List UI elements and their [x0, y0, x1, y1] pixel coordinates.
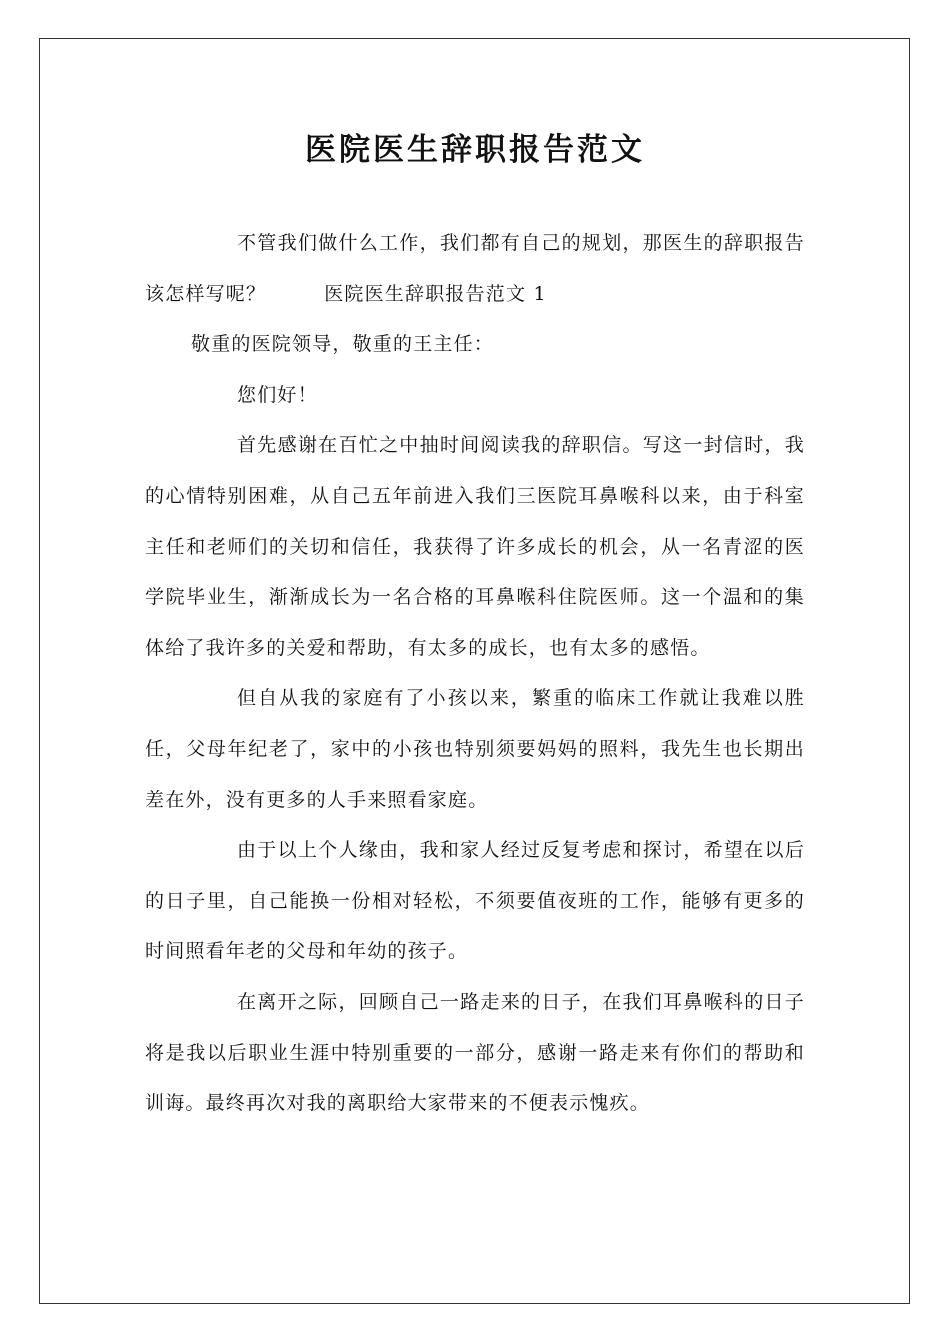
body-paragraph-2: 但自从我的家庭有了小孩以来，繁重的临床工作就让我难以胜任，父母年纪老了，家中的小孩也特别须要妈妈的照料，我先生也长期出差在外，没有更多的人手来照看家庭。 [145, 687, 805, 811]
intro-text: 不管我们做什么工作，我们都有自己的规划，那医生的辞职报告该怎样写呢？ [145, 232, 805, 305]
salutation: 敬重的医院领导，敬重的王主任： [191, 333, 495, 356]
document-title: 医院医生辞职报告范文 [305, 132, 645, 168]
body-paragraph-4: 在离开之际，回顾自己一路走来的日子，在我们耳鼻喉科的日子将是我以后职业生涯中特别重要的一部分，感谢一路走来有你们的帮助和训诲。最终再次对我的离职给大家带来的不便表示愧疚。 [145, 990, 805, 1115]
document-body [145, 120, 805, 1129]
greeting: 您们好！ [237, 383, 318, 406]
section-heading: 医院医生辞职报告范文 1 [324, 282, 547, 305]
intro-paragraph [145, 218, 805, 319]
body-paragraph-3: 由于以上个人缘由，我和家人经过反复考虑和探讨，希望在以后的日子里，自己能换一份相对轻松，不须要值夜班的工作，能够有更多的时间照看年老的父母和年幼的孩子。 [145, 839, 805, 963]
body-paragraph-1: 首先感谢在百忙之中抽时间阅读我的辞职信。写这一封信时，我的心情特别困难，从自己五年前进入我们三医院耳鼻喉科以来，由于科室主任和老师们的关切和信任，我获得了许多成长的机会，从一名青涩的医学院毕业生，渐渐成长为一名合格的耳鼻喉科住院医师。这一个温和的集体给了我许多的关爱和帮助，有太多的成长，也有太多的感悟。 [145, 434, 805, 659]
